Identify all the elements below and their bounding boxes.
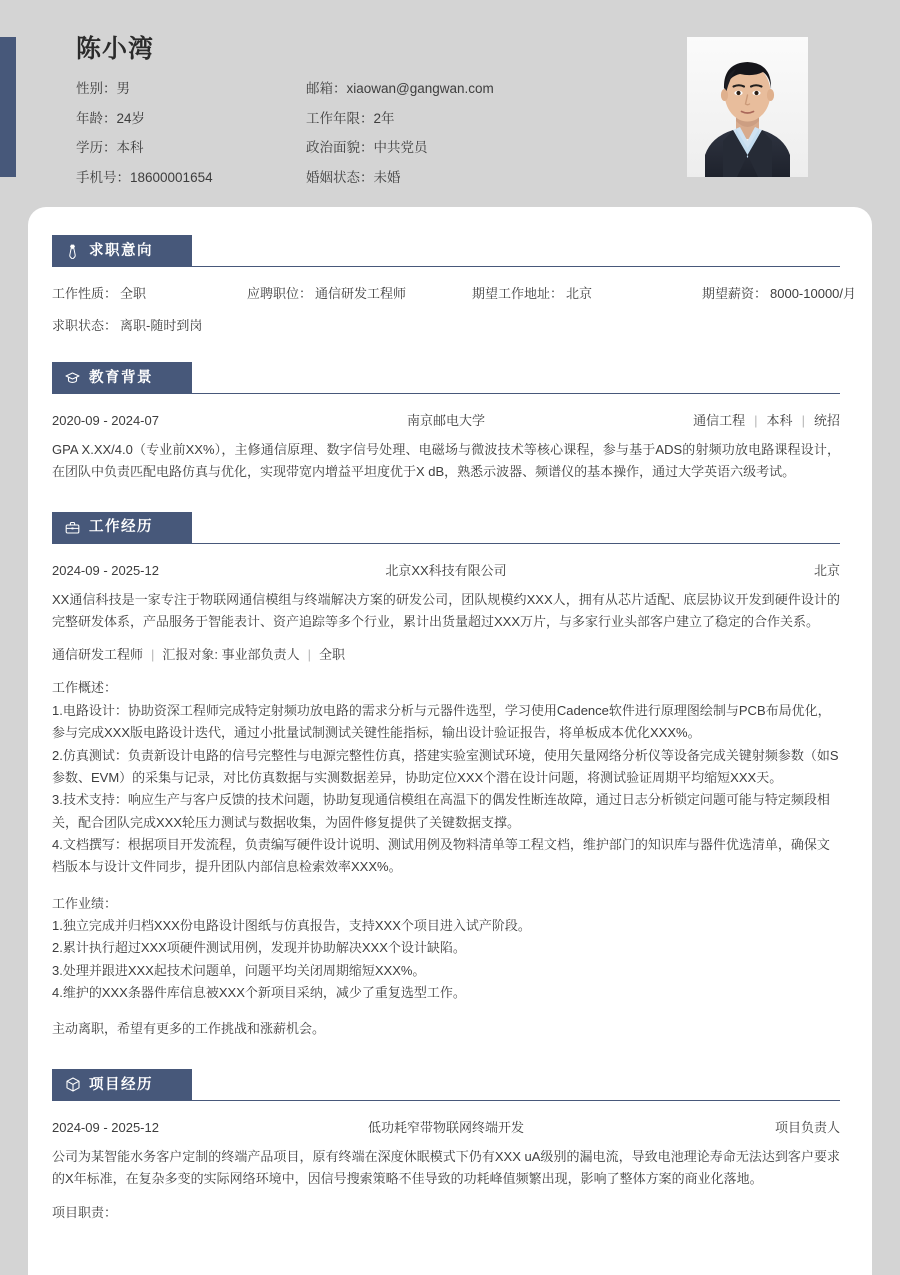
work-achievement-item-2: 2.累计执行超过XXX项硬件测试用例，发现并协助解决XXX个设计缺陷。 — [52, 940, 466, 956]
job-intent-salary-value: 8000-10000/月 — [770, 286, 857, 301]
header-accent-bar — [0, 37, 16, 177]
info-marital-label: 婚姻状态： — [306, 169, 374, 185]
education-school: 南京邮电大学 — [406, 413, 485, 428]
job-intent-location-value: 北京 — [566, 286, 593, 301]
work-meta-line — [52, 644, 840, 663]
education-date: 2020-09 - 2024-07 — [52, 413, 159, 428]
info-phone — [76, 169, 306, 187]
section-body-job-intent — [28, 267, 872, 334]
info-experience-value: 2年 — [373, 110, 395, 126]
job-intent-salary — [702, 283, 856, 302]
job-intent-position-label: 应聘职位： — [247, 286, 313, 301]
work-overview-item-4: 4.文档撰写：根据项目开发流程，负责编写硬件设计说明、测试用例及物料清单等工程文档，维护部门的知识库与器件优选清单，确保文档版本与设计文件同步，提升团队内部信息检索效率XXX%。 — [52, 836, 830, 875]
section-project — [28, 1069, 872, 1224]
section-header-job-intent — [52, 235, 840, 267]
section-bar-job-intent — [52, 235, 192, 267]
work-position: 通信研发工程师 — [52, 647, 144, 663]
candidate-photo — [687, 37, 808, 177]
section-body-project — [28, 1101, 872, 1224]
info-phone-value: 18600001654 — [130, 169, 213, 185]
job-intent-position-value: 通信研发工程师 — [315, 286, 407, 301]
work-achievement-item-4: 4.维护的XXX条器件库信息被XXX个新项目采纳，减少了重复选型工作。 — [52, 985, 466, 1001]
education-sep-1: | — [754, 413, 758, 428]
work-entry-head — [52, 560, 840, 579]
graduation-cap-icon — [65, 371, 80, 386]
job-intent-status — [52, 315, 247, 334]
work-overview-title: 工作概述： — [52, 680, 118, 696]
info-age-value: 24岁 — [116, 110, 146, 126]
job-intent-nature — [52, 283, 247, 302]
education-major: 通信工程 — [693, 413, 746, 428]
education-tags — [580, 410, 840, 429]
education-entry-head — [52, 410, 840, 429]
job-intent-status-value: 离职-随时到岗 — [120, 318, 203, 333]
job-intent-location-label: 期望工作地址： — [472, 286, 564, 301]
section-bar-work — [52, 512, 192, 544]
info-gender-value: 男 — [116, 81, 130, 96]
work-company-intro: XX通信科技是一家专注于物联网通信模组与终端解决方案的研发公司，团队规模约XXX人，拥有从芯片适配、底层协议开发到硬件设计的完整研发体系，产品服务于智能表计、资产追踪等多个行业，累计出货量超过XXX万片，与多家行业头部客户建立了稳定的合作关系。 — [52, 591, 840, 630]
job-intent-nature-label: 工作性质： — [52, 286, 118, 301]
work-location: 北京 — [813, 562, 840, 578]
info-phone-label: 手机号： — [76, 169, 130, 185]
education-description: GPA X.XX/4.0（专业前XX%），主修通信原理、数字信号处理、电磁场与微波技术等核心课程，参与基于ADS的射频功放电路课程设计，在团队中负责匹配电路仿真与优化，实现带宽内增益平坦度优于X dB，熟悉示波器、频谱仪的基本操作，通过大学英语六级考试。 — [52, 442, 840, 480]
work-gap-1 — [52, 879, 840, 893]
job-intent-location — [472, 283, 702, 302]
education-sep-2: | — [801, 413, 805, 428]
section-rule-job-intent — [192, 266, 840, 267]
section-title-job-intent: 求职意向 — [89, 242, 153, 259]
education-admission: 统招 — [813, 413, 840, 428]
info-education-value: 本科 — [116, 140, 144, 156]
project-date: 2024-09 - 2025-12 — [52, 1119, 159, 1135]
info-age-label: 年龄： — [76, 110, 117, 126]
section-bar-project — [52, 1069, 192, 1101]
work-achievement-item-1: 1.独立完成并归档XXX份电路设计图纸与仿真报告，支持XXX个项目进入试产阶段。 — [52, 918, 531, 934]
info-gender-label: 性别： — [76, 81, 117, 96]
section-header-education — [52, 362, 840, 394]
section-title-education: 教育背景 — [89, 369, 153, 386]
section-body-education — [28, 394, 872, 484]
work-overview-item-3: 3.技术支持：响应生产与客户反馈的技术问题，协助复现通信模组在高温下的偶发性断连故障，通过日志分析锁定问题可能与特定频段相关，配合团队完成XXX轮压力测试与数据收集，为固件修复提供了关键数据支撑。 — [52, 792, 830, 830]
section-job-intent — [28, 235, 872, 334]
project-duty-title: 项目职责： — [52, 1204, 118, 1220]
work-date: 2024-09 - 2025-12 — [52, 562, 159, 578]
info-email-label: 邮箱： — [306, 81, 347, 96]
job-intent-nature-value: 全职 — [120, 286, 147, 301]
work-report-to: 汇报对象: 事业部负责人 — [162, 647, 300, 663]
info-experience-label: 工作年限： — [306, 110, 374, 126]
work-leave-reason: 主动离职，希望有更多的工作挑战和涨薪机会。 — [52, 1021, 326, 1037]
section-rule-education — [192, 393, 840, 394]
section-title-project: 项目经历 — [89, 1076, 153, 1093]
section-title-work: 工作经历 — [89, 519, 153, 536]
work-overview-item-1: 1.电路设计：协助资深工程师完成特定射频功放电路的需求分析与元器件选型，学习使用Cadence软件进行原理图绘制与PCB布局优化，参与完成XXX版电路设计迭代，通过小批量试制测试关键性能指标，输出设计验证报告，将单板成本优化XXX%。 — [52, 702, 831, 741]
section-body-work — [28, 544, 872, 1041]
resume-card — [28, 207, 872, 1275]
info-political-label: 政治面貌： — [306, 140, 374, 156]
project-background: 公司为某智能水务客户定制的终端产品项目，原有终端在深度休眠模式下仍有XXX uA级别的漏电流，导致电池理论寿命无法达到客户要求的X年标准，在复杂多变的实际网络环境中，因信号搜索策略不佳导致的功耗峰值频繁出现，影响了整体方案的商业化落地。 — [52, 1148, 840, 1187]
education-degree: 本科 — [766, 413, 793, 428]
info-political-value: 中共党员 — [373, 140, 428, 156]
project-entry-head — [52, 1117, 840, 1136]
info-age — [76, 110, 306, 128]
section-bar-education — [52, 362, 192, 394]
work-gap-2 — [52, 1004, 840, 1018]
info-marital-value: 未婚 — [373, 169, 401, 185]
work-overview-item-2: 2.仿真测试：负责新设计电路的信号完整性与电源完整性仿真，搭建实验室测试环境，使用矢量网络分析仪等设备完成关键射频参数（如S参数、EVM）的采集与记录，对比仿真数据与实测数据差异，协助定位XXX个潜在设计问题，将测试验证周期平均缩短XXX天。 — [52, 747, 839, 785]
necktie-icon — [65, 244, 80, 259]
job-intent-salary-label: 期望薪资： — [702, 286, 768, 301]
job-intent-row-1 — [52, 283, 857, 302]
info-education-label: 学历： — [76, 140, 117, 156]
info-email-value: xiaowan@gangwan.com — [346, 81, 494, 96]
section-rule-work — [192, 543, 840, 544]
candidate-name: 陈小湾 — [76, 35, 155, 63]
info-education — [76, 139, 306, 157]
section-work — [28, 512, 872, 1041]
section-header-work — [52, 512, 840, 544]
work-achievement-item-3: 3.处理并跟进XXX起技术问题单，问题平均关闭周期缩短XXX%。 — [52, 962, 426, 978]
work-company: 北京XX科技有限公司 — [385, 562, 507, 578]
box-icon — [65, 1077, 80, 1092]
job-intent-status-label: 求职状态： — [52, 318, 118, 333]
job-intent-row-2 — [52, 315, 840, 334]
info-gender — [76, 80, 306, 98]
section-education — [28, 362, 872, 484]
project-name: 低功耗窄带物联网终端开发 — [367, 1119, 524, 1135]
work-sep-1: | — [151, 647, 155, 663]
work-job-type: 全职 — [319, 647, 346, 663]
section-rule-project — [192, 1100, 840, 1101]
section-header-project — [52, 1069, 840, 1101]
briefcase-icon — [65, 520, 80, 535]
resume-header — [0, 0, 900, 207]
work-sep-2: | — [307, 647, 312, 663]
job-intent-position — [247, 283, 472, 302]
work-achievement-title: 工作业绩： — [52, 895, 118, 911]
project-role: 项目负责人 — [774, 1119, 840, 1135]
